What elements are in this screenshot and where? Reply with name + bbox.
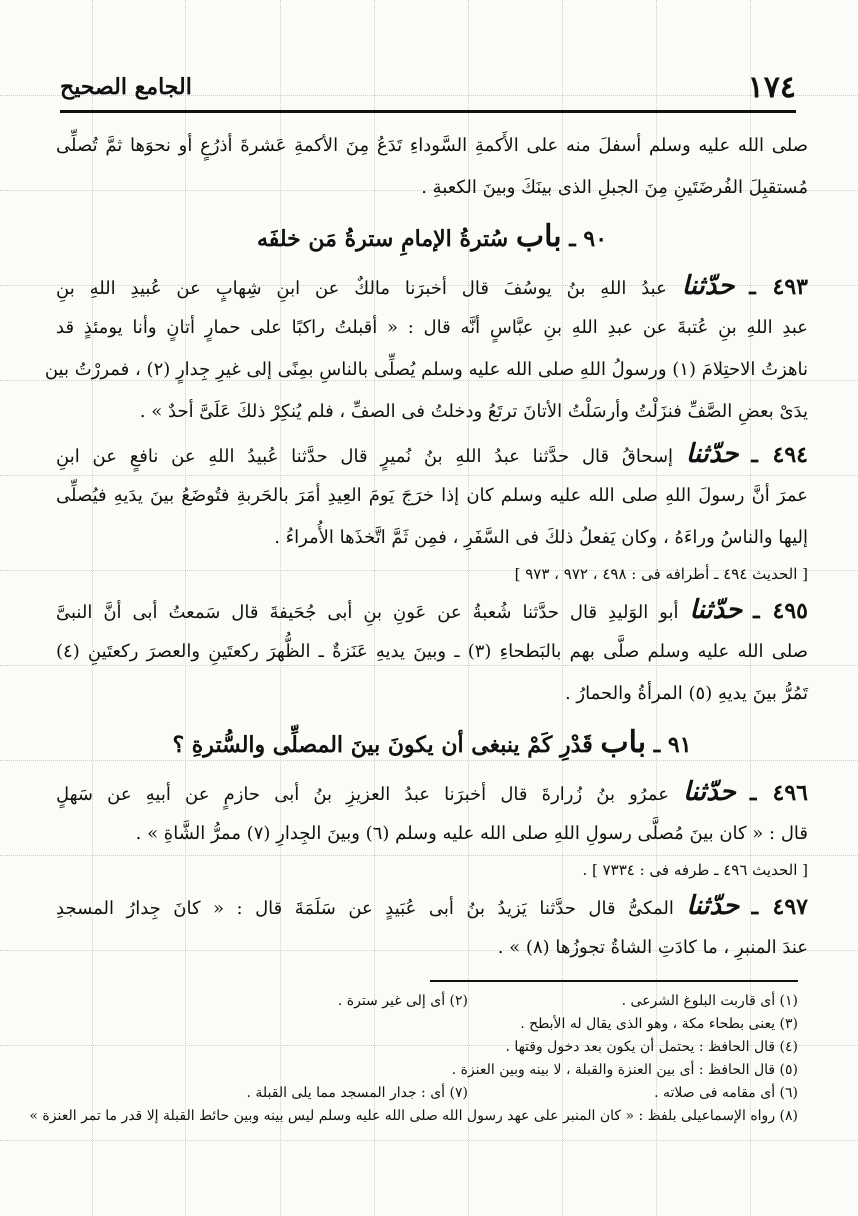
text-line: تَمُرُّ بينَ يديهِ (٥) المرأةُ والحمارُ . bbox=[564, 683, 808, 704]
footnote-6: (٦) أى مقامه فى صلاته . bbox=[654, 1085, 798, 1101]
page-number: ١٧٤ bbox=[747, 70, 796, 105]
hadith-text: إسحاقُ قال حدَّثنا عبدُ اللهِ بنُ نُميرٍ قال حدَّثنا عُبيدُ اللهِ عن نافعٍ عن ابنِ bbox=[56, 446, 674, 467]
footnote-3: (٣) يعنى بطحاء مكة ، وهو الذى يقال له الأبطح . bbox=[520, 1016, 798, 1032]
haddathana-word: حدّثنا bbox=[683, 777, 736, 807]
hadith-494-line bbox=[56, 433, 808, 475]
grid-line bbox=[0, 1140, 858, 1141]
hadith-reference: [ الحديث ٤٩٤ ـ أطرافه فى : ٤٩٨ ، ٩٧٢ ، ٩٧٣ ] bbox=[514, 565, 808, 583]
text-line: قال : « كان بينَ مُصلَّى رسولِ اللهِ صلى الله عليه وسلم (٦) وبينَ الجِدارِ (٧) ممرُّ الشَّاةِ » . bbox=[135, 823, 808, 844]
chapter-bab: باب bbox=[515, 219, 562, 254]
footnote-7: (٧) أى : جدار المسجد مما يلى القبلة . bbox=[246, 1085, 468, 1101]
hadith-number: ٤٩٥ ـ bbox=[753, 598, 808, 624]
hadith-text: عمرُو بنُ زُرارةَ قال أخبرَنا عبدُ العزيزِ بنُ أبى حازمٍ عن أبيهِ عن سَهلٍ bbox=[56, 784, 669, 805]
haddathana-word: حدّثنا bbox=[685, 439, 739, 469]
haddathana-word: حدّثنا bbox=[689, 595, 743, 625]
haddathana-word: حدّثنا bbox=[686, 891, 740, 921]
chapter-title: قَدْرِ كَمْ ينبغى أن يكونَ بينَ المصلِّى والسُّترةِ ؟ bbox=[172, 732, 593, 758]
footnotes bbox=[29, 990, 798, 1128]
hadith-text: المكىُّ قال حدَّثنا يَزيدُ بنُ أبى عُبَيدٍ عن سَلَمَةَ قال : « كانَ جِدارُ المسجدِ bbox=[56, 898, 674, 919]
hadith-497-line bbox=[56, 885, 808, 927]
hadith-text: عبدُ اللهِ بنُ يوسُفَ قال أخبرَنا مالكٌ عن ابنِ شِهابٍ عن عُبيدِ اللهِ بنِ bbox=[56, 278, 667, 299]
hadith-number: ٤٩٤ ـ bbox=[751, 442, 808, 468]
hadith-reference: [ الحديث ٤٩٦ ـ طرفه فى : ٧٣٣٤ ] . bbox=[582, 861, 808, 879]
hadith-number: ٤٩٦ ـ bbox=[749, 780, 808, 806]
hadith-text: أبو الوَليدِ قال حدَّثنا شُعبةُ عن عَونِ بنِ أبى جُحَيفةَ قال سَمعتُ أبى أنَّ النبىَّ bbox=[56, 602, 679, 623]
chapter-bab: باب bbox=[600, 725, 647, 760]
hadith-496-line bbox=[56, 771, 808, 813]
text-line: عمرَ أنَّ رسولَ اللهِ صلى الله عليه وسلم كان إذا خرَجَ يَومَ العِيدِ أمَرَ بالحَربةِ فتُوضَعُ بينَ يدَيهِ فيُصلِّى bbox=[56, 485, 808, 506]
text-line: ناهزتُ الاحتِلامَ (١) ورسولُ اللهِ صلى الله عليه وسلم يُصلِّى بالناسِ بمِنًى إلى غيرِ جِدارٍ (٢) ، فمررْتُ بين bbox=[44, 359, 808, 380]
text-line: إليها والناسُ وراءَهُ ، وكان يَفعلُ ذلكَ فى السَّفَرِ ، فمِن ثَمَّ اتَّخذَها الأُمراءُ . bbox=[274, 527, 808, 548]
footnote-5: (٥) قال الحافظ : أى بين العنزة والقبلة ، لا بينه وبين العنزة . bbox=[451, 1062, 798, 1078]
text-line: يدَىْ بعضِ الصَّفِّ فنزَلْتُ وأرسَلْتُ الأتانَ ترتَعُ ودخلتُ فى الصفِّ ، فلم يُنكِرْ ذلكَ عَلَىَّ أحدٌ » . bbox=[139, 401, 808, 422]
footnote-4: (٤) قال الحافظ : يحتمل أن يكون بعد دخول وقتها . bbox=[505, 1039, 798, 1055]
footnote-2: (٢) أى إلى غير سترة . bbox=[337, 993, 468, 1009]
page-header bbox=[60, 68, 796, 108]
chapter-number: ٩٠ ـ bbox=[569, 226, 608, 252]
text-line: صلى الله عليه وسلم صلَّى بهم بالبَطحاءِ (٣) ـ وبينَ يديهِ عَنَزةٌ ـ الظُّهرَ ركعتَينِ والعصرَ ركعتَينِ (٤) bbox=[56, 641, 808, 662]
header-divider bbox=[60, 110, 796, 113]
footnote-row bbox=[50, 990, 798, 1013]
text-line: عبدِ اللهِ بنِ عُتبةَ عن عبدِ اللهِ بنِ عبَّاسٍ أنَّه قال : « أقبلتُ راكبًا على حمارٍ أتانٍ وأنا يومئذٍ قد bbox=[56, 317, 808, 338]
chapter-heading-91 bbox=[56, 715, 808, 771]
haddathana-word: حدّثنا bbox=[681, 271, 735, 301]
text-line: عندَ المنبرِ ، ما كادَتِ الشاةُ تجوزُها (٨) » . bbox=[497, 937, 808, 958]
main-text bbox=[44, 125, 808, 969]
hadith-495-line bbox=[56, 589, 808, 631]
chapter-title: سُترةُ الإمامِ سترةُ مَن خلفَه bbox=[256, 226, 509, 252]
footnote-1: (١) أى قاربت البلوغ الشرعى . bbox=[621, 993, 798, 1009]
hadith-number: ٤٩٣ ـ bbox=[749, 274, 808, 300]
hadith-number: ٤٩٧ ـ bbox=[751, 894, 808, 920]
text-line: صلى الله عليه وسلم أسفلَ منه على الأَكمةِ السَّوداءِ تَدَعُ مِنَ الأكمةِ عَشرةَ أذرُعٍ أو نحوَها ثمَّ تُصلِّى bbox=[56, 135, 808, 156]
footnote-8: (٨) رواه الإسماعيلى بلفظ : « كان المنبر على عهد رسول الله صلى الله عليه وسلم ليس بينه وبين حائط القبلة إلا قدر ما تمر العنزة » bbox=[29, 1108, 798, 1124]
hadith-493-line bbox=[56, 265, 808, 307]
footnote-row bbox=[50, 1082, 798, 1105]
footnote-divider bbox=[430, 980, 798, 982]
chapter-number: ٩١ ـ bbox=[653, 732, 692, 758]
text-line: مُستقبِلَ الفُرضَتَينِ مِنَ الجبلِ الذى بينَكَ وبينَ الكعبةِ . bbox=[421, 177, 808, 198]
chapter-heading-90 bbox=[56, 209, 808, 265]
book-title: الجامع الصحيح bbox=[60, 74, 192, 100]
